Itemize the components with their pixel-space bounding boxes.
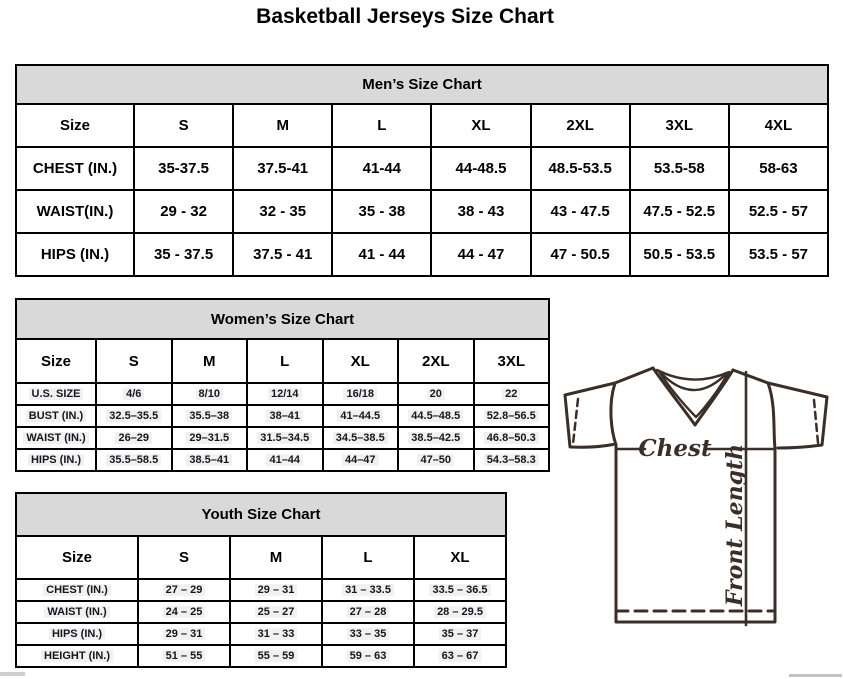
table-cell (247, 405, 323, 427)
table-cell (172, 383, 248, 405)
table-cell: 52.5 - 57 (729, 190, 828, 233)
row-label (16, 449, 96, 471)
cell-value: 4/6 (123, 388, 144, 400)
jersey-outline (565, 368, 827, 622)
table-cell (323, 383, 399, 405)
table-cell: 35 - 37.5 (134, 233, 233, 276)
table-cell: 58-63 (729, 147, 828, 190)
table-cell: 44-48.5 (431, 147, 530, 190)
size-label: Size (16, 104, 134, 147)
table-cell: 38 - 43 (431, 190, 530, 233)
table-cell (138, 579, 230, 601)
table-cell: 48.5-53.5 (531, 147, 630, 190)
table-cell: 47.5 - 52.5 (630, 190, 729, 233)
table-cell: 53.5-58 (630, 147, 729, 190)
cell-value: 33.5 – 36.5 (429, 584, 490, 596)
size-col: XL (323, 339, 399, 383)
size-col: L (247, 339, 323, 383)
size-label: Size (16, 536, 138, 579)
table-cell: 35 - 38 (332, 190, 431, 233)
cell-value: 24 – 25 (163, 606, 206, 618)
table-cell: 37.5-41 (233, 147, 332, 190)
cell-value: 44–47 (342, 454, 379, 466)
table-cell (230, 645, 322, 667)
size-col: XL (431, 104, 530, 147)
table-cell (247, 427, 323, 449)
table-cell: 53.5 - 57 (729, 233, 828, 276)
womens-table-title: Women’s Size Chart (16, 299, 549, 339)
table-cell: 41-44 (332, 147, 431, 190)
table-cell (322, 623, 414, 645)
table-cell: 29 - 32 (134, 190, 233, 233)
size-col: XL (414, 536, 506, 579)
cell-value: 31 – 33 (255, 628, 298, 640)
cell-value: 63 – 67 (439, 650, 482, 662)
table-cell (322, 601, 414, 623)
front-length-label: Front Length (722, 443, 748, 607)
size-col: L (332, 104, 431, 147)
table-cell (138, 645, 230, 667)
table-cell (322, 579, 414, 601)
youth-chest-row (16, 579, 506, 601)
cell-value: 26–29 (115, 432, 152, 444)
scrollbar-fragment-left[interactable] (0, 672, 25, 676)
table-cell (398, 427, 474, 449)
cell-value: 54.3–58.3 (484, 454, 539, 466)
table-cell (322, 645, 414, 667)
table-cell (247, 449, 323, 471)
cell-value: 25 – 27 (255, 606, 298, 618)
womens-size-header-row (16, 339, 549, 383)
cell-value: 35 – 37 (439, 628, 482, 640)
youth-waist-row (16, 601, 506, 623)
row-label-text: HIPS (IN.) (28, 454, 84, 466)
cell-value: 33 – 35 (347, 628, 390, 640)
table-cell (398, 449, 474, 471)
table-cell (247, 383, 323, 405)
cell-value: 27 – 28 (347, 606, 390, 618)
size-col: 3XL (630, 104, 729, 147)
row-label-text: BUST (IN.) (26, 410, 86, 422)
row-label-text: WAIST (IN.) (44, 606, 109, 618)
table-cell (474, 449, 550, 471)
table-cell (96, 405, 172, 427)
row-label-text: HIPS (IN.) (49, 628, 105, 640)
cell-value: 35.5–58.5 (106, 454, 161, 466)
table-cell (398, 405, 474, 427)
cell-value: 38–41 (266, 410, 303, 422)
table-cell: 50.5 - 53.5 (630, 233, 729, 276)
table-cell: 43 - 47.5 (531, 190, 630, 233)
cell-value: 32.5–35.5 (106, 410, 161, 422)
mens-size-table (15, 64, 829, 277)
table-cell (230, 601, 322, 623)
table-cell: 47 - 50.5 (531, 233, 630, 276)
youth-table-title: Youth Size Chart (16, 493, 506, 536)
cell-value: 41–44 (266, 454, 303, 466)
row-label-text: WAIST (IN.) (23, 432, 88, 444)
cell-value: 31.5–34.5 (257, 432, 312, 444)
size-label: Size (16, 339, 96, 383)
cell-value: 8/10 (196, 388, 223, 400)
mens-hips-row (16, 233, 828, 276)
cell-value: 41–44.5 (337, 410, 383, 422)
womens-hips-row (16, 449, 549, 471)
table-cell (323, 449, 399, 471)
table-cell (172, 405, 248, 427)
size-col: L (322, 536, 414, 579)
youth-hips-row (16, 623, 506, 645)
size-col: S (96, 339, 172, 383)
table-cell (414, 645, 506, 667)
cell-value: 55 – 59 (255, 650, 298, 662)
cell-value: 27 – 29 (163, 584, 206, 596)
cell-value: 38.5–42.5 (408, 432, 463, 444)
row-label (16, 405, 96, 427)
mens-chest-row (16, 147, 828, 190)
cell-value: 29 – 31 (163, 628, 206, 640)
cell-value: 16/18 (343, 388, 377, 400)
row-label (16, 623, 138, 645)
table-cell (323, 405, 399, 427)
table-cell (398, 383, 474, 405)
row-label-text: HEIGHT (IN.) (41, 650, 113, 662)
cell-value: 46.8–50.3 (484, 432, 539, 444)
scrollbar-fragment-right[interactable] (789, 674, 842, 677)
table-cell (414, 601, 506, 623)
row-label-text: CHEST (IN.) (43, 584, 111, 596)
cell-value: 31 – 33.5 (342, 584, 394, 596)
row-label (16, 383, 96, 405)
cell-value: 47–50 (417, 454, 454, 466)
table-cell: 32 - 35 (233, 190, 332, 233)
mens-size-header-row (16, 104, 828, 147)
table-cell (172, 449, 248, 471)
table-cell (414, 623, 506, 645)
size-col: S (138, 536, 230, 579)
cell-value: 38.5–41 (186, 454, 232, 466)
row-label: HIPS (IN.) (16, 233, 134, 276)
mens-table-title: Men’s Size Chart (16, 65, 828, 104)
row-label: CHEST (IN.) (16, 147, 134, 190)
cell-value: 59 – 63 (347, 650, 390, 662)
table-cell (474, 427, 550, 449)
table-cell (323, 427, 399, 449)
table-cell (474, 383, 550, 405)
cell-value: 34.5–38.5 (333, 432, 388, 444)
youth-size-header-row (16, 536, 506, 579)
cell-value: 29 – 31 (255, 584, 298, 596)
cell-value: 28 – 29.5 (434, 606, 486, 618)
table-cell (138, 623, 230, 645)
womens-size-table (15, 298, 550, 472)
table-cell: 37.5 - 41 (233, 233, 332, 276)
table-cell (96, 383, 172, 405)
left-cuff-dashed-line (573, 399, 578, 444)
right-cuff-dashed-line (814, 400, 818, 443)
table-cell: 35-37.5 (134, 147, 233, 190)
table-cell (414, 579, 506, 601)
womens-ussize-row (16, 383, 549, 405)
mens-waist-row (16, 190, 828, 233)
size-col: M (233, 104, 332, 147)
row-label (16, 601, 138, 623)
table-cell: 44 - 47 (431, 233, 530, 276)
size-col: M (172, 339, 248, 383)
row-label (16, 427, 96, 449)
table-cell (96, 449, 172, 471)
table-cell (230, 623, 322, 645)
cell-value: 51 – 55 (163, 650, 206, 662)
cell-value: 29–31.5 (186, 432, 232, 444)
size-col: S (134, 104, 233, 147)
cell-value: 35.5–38 (186, 410, 232, 422)
cell-value: 12/14 (268, 388, 302, 400)
womens-bust-row (16, 405, 549, 427)
youth-size-table (15, 492, 507, 668)
size-col: 2XL (398, 339, 474, 383)
size-col: 3XL (474, 339, 550, 383)
table-cell (138, 601, 230, 623)
cell-value: 52.8–56.5 (484, 410, 539, 422)
row-label: WAIST(IN.) (16, 190, 134, 233)
cell-value: 20 (427, 388, 445, 400)
chest-label: Chest (638, 435, 712, 462)
table-cell (474, 405, 550, 427)
cell-value: 22 (502, 388, 520, 400)
size-col: M (230, 536, 322, 579)
row-label (16, 645, 138, 667)
table-cell (230, 579, 322, 601)
table-cell: 41 - 44 (332, 233, 431, 276)
row-label (16, 579, 138, 601)
jersey-measurement-diagram (550, 355, 843, 645)
row-label-text: U.S. SIZE (29, 388, 84, 400)
youth-height-row (16, 645, 506, 667)
page-title: Basketball Jerseys Size Chart (256, 5, 554, 28)
size-col: 2XL (531, 104, 630, 147)
table-cell (172, 427, 248, 449)
table-cell (96, 427, 172, 449)
womens-waist-row (16, 427, 549, 449)
size-col: 4XL (729, 104, 828, 147)
cell-value: 44.5–48.5 (408, 410, 463, 422)
